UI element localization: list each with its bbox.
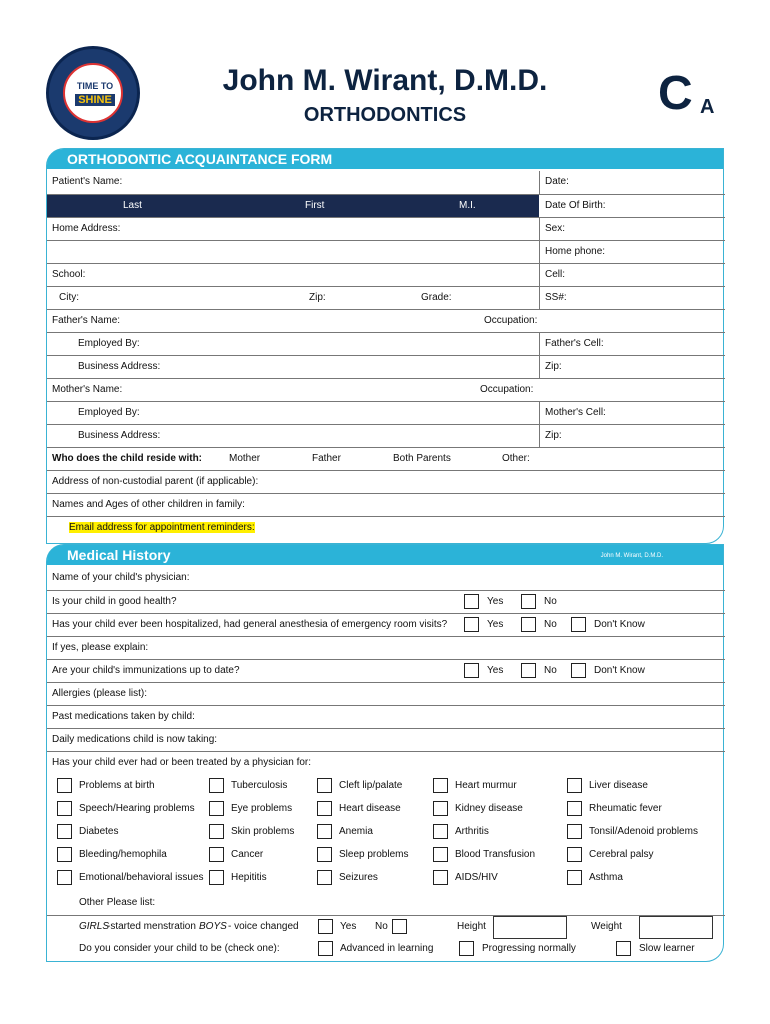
- business-address-label: Business Address:: [78, 361, 161, 372]
- dont-know-checkbox[interactable]: [571, 617, 586, 632]
- fathers-name-label: Father's Name:: [52, 315, 121, 326]
- section-title: Medical History: [67, 547, 171, 563]
- no-label: No: [375, 921, 388, 932]
- condition-label: AIDS/HIV: [455, 872, 498, 883]
- practice-subtitle: ORTHODONTICS: [303, 104, 467, 126]
- both-parents-option[interactable]: Both Parents: [393, 453, 451, 464]
- other-option[interactable]: Other:: [502, 453, 530, 464]
- zip-label: Zip:: [545, 361, 562, 372]
- hospitalized-label: Has your child ever been hospitalized, had general anesthesia of emergency room visits?: [52, 619, 448, 630]
- yes-checkbox[interactable]: [464, 617, 479, 632]
- row-name-parts: [47, 194, 725, 217]
- city-label: City:: [59, 292, 79, 303]
- condition-checkbox[interactable]: [57, 778, 72, 793]
- no-label: No: [544, 619, 557, 630]
- last-label: Last: [123, 200, 142, 211]
- section-header-bar: [47, 149, 723, 169]
- logo-line1: TIME TO: [76, 81, 114, 91]
- cell-label: Cell:: [545, 269, 566, 280]
- row-physician: [47, 567, 725, 590]
- condition-checkbox[interactable]: [57, 847, 72, 862]
- no-label: No: [544, 596, 557, 607]
- email-label: Email address for appointment reminders:: [69, 522, 255, 533]
- advanced-checkbox[interactable]: [318, 941, 333, 956]
- condition-label: Cerebral palsy: [589, 849, 654, 860]
- monogram-c: C: [658, 67, 693, 120]
- divider: [539, 241, 540, 264]
- row-allergies: [47, 682, 725, 705]
- medical-history-section: [46, 544, 724, 962]
- row-immunizations: [47, 659, 725, 682]
- slow-checkbox[interactable]: [616, 941, 631, 956]
- row-patient-name: [47, 171, 725, 194]
- no-checkbox[interactable]: [521, 663, 536, 678]
- condition-checkbox[interactable]: [317, 801, 332, 816]
- section-header-bar: [47, 545, 723, 565]
- row-siblings: [47, 493, 725, 516]
- condition-checkbox[interactable]: [433, 801, 448, 816]
- condition-checkbox[interactable]: [317, 847, 332, 862]
- condition-checkbox[interactable]: [209, 778, 224, 793]
- ss-label: SS#:: [545, 292, 567, 303]
- home-address-label: Home Address:: [52, 223, 121, 234]
- condition-label: Sleep problems: [339, 849, 409, 860]
- condition-checkbox[interactable]: [317, 778, 332, 793]
- no-checkbox[interactable]: [392, 919, 407, 934]
- acquaintance-section: [46, 148, 724, 544]
- condition-label: Anemia: [339, 826, 373, 837]
- zip-label: Zip:: [309, 292, 326, 303]
- section-title: ORTHODONTIC ACQUAINTANCE FORM: [67, 151, 333, 167]
- condition-label: Cleft lip/palate: [339, 780, 403, 791]
- conditions-grid: [47, 774, 725, 892]
- dont-know-label: Don't Know: [594, 619, 645, 630]
- condition-label: Blood Transfusion: [455, 849, 536, 860]
- row-noncustodial: [47, 470, 725, 493]
- immunizations-label: Are your child's immunizations up to date?: [52, 665, 240, 676]
- condition-checkbox[interactable]: [209, 801, 224, 816]
- condition-checkbox[interactable]: [567, 824, 582, 839]
- name-parts-bar: [47, 195, 539, 217]
- height-input[interactable]: [493, 916, 567, 939]
- employed-by-label: Employed By:: [78, 407, 140, 418]
- row-email: [47, 516, 725, 539]
- physician-label: Name of your child's physician:: [52, 572, 190, 583]
- condition-label: Heart murmur: [455, 780, 517, 791]
- divider: [539, 402, 540, 425]
- row-treated: [47, 751, 725, 774]
- advanced-label: Advanced in learning: [340, 943, 434, 954]
- weight-label: Weight: [591, 921, 622, 932]
- sex-label: Sex:: [545, 223, 566, 234]
- dont-know-label: Don't Know: [594, 665, 645, 676]
- condition-checkbox[interactable]: [57, 824, 72, 839]
- condition-checkbox[interactable]: [209, 870, 224, 885]
- condition-checkbox[interactable]: [209, 847, 224, 862]
- progressing-label: Progressing normally: [482, 943, 576, 954]
- fathers-cell-label: Father's Cell:: [545, 338, 604, 349]
- condition-label: Skin problems: [231, 826, 295, 837]
- row-past-meds: [47, 705, 725, 728]
- condition-checkbox[interactable]: [317, 870, 332, 885]
- allergies-label: Allergies (please list):: [52, 688, 148, 699]
- mi-label: M.I.: [459, 200, 476, 211]
- other-list-label: Other Please list:: [79, 897, 156, 908]
- school-label: School:: [52, 269, 86, 280]
- row-school: [47, 263, 725, 286]
- condition-label: Tonsil/Adenoid problems: [589, 826, 698, 837]
- mothers-name-label: Mother's Name:: [52, 384, 123, 395]
- row-father-business: [47, 355, 725, 378]
- business-address-label: Business Address:: [78, 430, 161, 441]
- condition-label: Hepititis: [231, 872, 267, 883]
- first-label: First: [305, 200, 325, 211]
- yes-checkbox[interactable]: [464, 663, 479, 678]
- monogram-a: A: [700, 96, 715, 118]
- noncustodial-label: Address of non-custodial parent (if applicable):: [52, 476, 259, 487]
- condition-label: Heart disease: [339, 803, 401, 814]
- divider: [539, 218, 540, 241]
- boys-text: - voice changed: [228, 921, 299, 932]
- row-father-name: [47, 309, 725, 332]
- logo-badge: [63, 63, 123, 123]
- condition-checkbox[interactable]: [433, 824, 448, 839]
- row-father-employed: [47, 332, 725, 355]
- yes-checkbox[interactable]: [318, 919, 333, 934]
- condition-checkbox[interactable]: [209, 824, 224, 839]
- row-daily-meds: [47, 728, 725, 751]
- employed-by-label: Employed By:: [78, 338, 140, 349]
- patients-name-label: Patient's Name:: [52, 176, 123, 187]
- divider: [539, 333, 540, 356]
- condition-label: Liver disease: [589, 780, 648, 791]
- row-hospitalized: [47, 613, 725, 636]
- condition-label: Eye problems: [231, 803, 293, 814]
- grade-label: Grade:: [421, 292, 452, 303]
- yes-checkbox[interactable]: [464, 594, 479, 609]
- condition-checkbox[interactable]: [567, 801, 582, 816]
- condition-checkbox[interactable]: [317, 824, 332, 839]
- girls-text: -started menstration: [107, 921, 196, 932]
- row-city: [47, 286, 725, 309]
- yes-label: Yes: [487, 665, 504, 676]
- occupation-label: Occupation:: [480, 384, 534, 395]
- divider: [539, 171, 540, 194]
- siblings-label: Names and Ages of other children in family:: [52, 499, 245, 510]
- mother-option[interactable]: Mother: [229, 453, 261, 464]
- row-home-phone: [47, 240, 725, 263]
- condition-checkbox[interactable]: [57, 870, 72, 885]
- divider: [539, 356, 540, 379]
- condition-label: Seizures: [339, 872, 378, 883]
- good-health-label: Is your child in good health?: [52, 596, 177, 607]
- logo: [46, 46, 140, 140]
- condition-label: Speech/Hearing problems: [79, 803, 195, 814]
- row-other-list: [47, 892, 725, 915]
- boys-label: BOYS: [199, 921, 227, 932]
- explain-label: If yes, please explain:: [52, 642, 149, 653]
- condition-checkbox[interactable]: [433, 847, 448, 862]
- yes-label: Yes: [487, 619, 504, 630]
- condition-label: Kidney disease: [455, 803, 523, 814]
- condition-checkbox[interactable]: [57, 801, 72, 816]
- condition-label: Cancer: [231, 849, 264, 860]
- divider: [539, 264, 540, 287]
- progressing-checkbox[interactable]: [459, 941, 474, 956]
- condition-label: Diabetes: [79, 826, 119, 837]
- divider: [539, 287, 540, 310]
- condition-label: Emotional/behavioral issues: [79, 872, 204, 883]
- condition-checkbox[interactable]: [567, 870, 582, 885]
- date-label: Date:: [545, 176, 569, 187]
- condition-label: Bleeding/hemophila: [79, 849, 167, 860]
- slow-label: Slow learner: [639, 943, 695, 954]
- section-credit: John M. Wirant, D.M.D.: [600, 553, 663, 559]
- row-mother-employed: [47, 401, 725, 424]
- no-label: No: [544, 665, 557, 676]
- row-home-address: [47, 217, 725, 240]
- daily-meds-label: Daily medications child is now taking:: [52, 734, 218, 745]
- row-good-health: [47, 590, 725, 613]
- treated-label: Has your child ever had or been treated by a physician for:: [52, 757, 312, 768]
- condition-checkbox[interactable]: [433, 870, 448, 885]
- yes-label: Yes: [487, 596, 504, 607]
- occupation-label: Occupation:: [484, 315, 538, 326]
- row-reside: [47, 447, 725, 470]
- zip-label: Zip:: [545, 430, 562, 441]
- consider-label: Do you consider your child to be (check one):: [79, 943, 280, 954]
- dont-know-checkbox[interactable]: [571, 663, 586, 678]
- condition-label: Tuberculosis: [231, 780, 288, 791]
- past-meds-label: Past medications taken by child:: [52, 711, 195, 722]
- condition-checkbox[interactable]: [567, 778, 582, 793]
- row-mother-business: [47, 424, 725, 447]
- reside-label: Who does the child reside with:: [52, 453, 203, 464]
- row-puberty: [47, 915, 725, 938]
- dob-label: Date Of Birth:: [545, 200, 606, 211]
- girls-label: GIRLS: [79, 921, 110, 932]
- father-option[interactable]: Father: [312, 453, 341, 464]
- practice-title: John M. Wirant, D.M.D.: [222, 64, 548, 97]
- divider: [539, 425, 540, 448]
- logo-line2: SHINE: [75, 94, 115, 106]
- condition-label: Problems at birth: [79, 780, 155, 791]
- condition-label: Arthritis: [455, 826, 489, 837]
- mothers-cell-label: Mother's Cell:: [545, 407, 606, 418]
- yes-label: Yes: [340, 921, 357, 932]
- condition-checkbox[interactable]: [567, 847, 582, 862]
- height-label: Height: [457, 921, 486, 932]
- no-checkbox[interactable]: [521, 594, 536, 609]
- row-learning: [47, 938, 725, 961]
- condition-label: Asthma: [589, 872, 623, 883]
- weight-input[interactable]: [639, 916, 713, 939]
- row-mother-name: [47, 378, 725, 401]
- row-explain: [47, 636, 725, 659]
- home-phone-label: Home phone:: [545, 246, 606, 257]
- condition-checkbox[interactable]: [433, 778, 448, 793]
- condition-label: Rheumatic fever: [589, 803, 662, 814]
- no-checkbox[interactable]: [521, 617, 536, 632]
